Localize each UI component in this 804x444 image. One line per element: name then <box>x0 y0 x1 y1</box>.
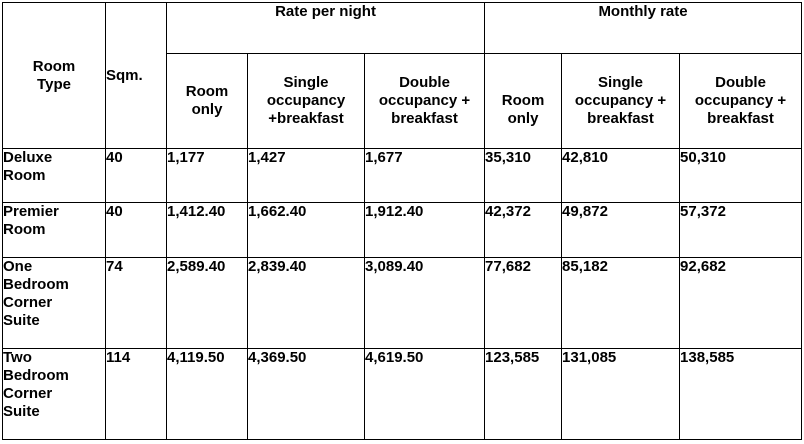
table-header <box>3 3 802 149</box>
header-nightly-room-only: Room only <box>167 54 248 149</box>
nightly-single-cell: 1,427 <box>248 149 365 203</box>
nightly-single-cell: 4,369.50 <box>248 349 365 440</box>
room-type-cell: Deluxe Room <box>3 149 106 203</box>
table-body <box>3 149 802 440</box>
monthly-room-only-cell: 123,585 <box>485 349 562 440</box>
sqm-cell: 40 <box>106 149 167 203</box>
monthly-room-only-cell: 42,372 <box>485 203 562 258</box>
room-type-cell: Two Bedroom Corner Suite <box>3 349 106 440</box>
sqm-cell: 40 <box>106 203 167 258</box>
monthly-single-cell: 42,810 <box>562 149 680 203</box>
room-rates-table <box>2 2 802 440</box>
table-row <box>3 258 802 349</box>
room-type-cell: One Bedroom Corner Suite <box>3 258 106 349</box>
nightly-double-cell: 3,089.40 <box>365 258 485 349</box>
room-type-cell: Premier Room <box>3 203 106 258</box>
header-monthly-double: Double occupancy + breakfast <box>680 54 802 149</box>
monthly-double-cell: 92,682 <box>680 258 802 349</box>
nightly-room-only-cell: 4,119.50 <box>167 349 248 440</box>
table-row <box>3 203 802 258</box>
header-rate-per-night: Rate per night <box>167 3 485 54</box>
monthly-room-only-cell: 35,310 <box>485 149 562 203</box>
nightly-double-cell: 1,677 <box>365 149 485 203</box>
sqm-cell: 114 <box>106 349 167 440</box>
nightly-room-only-cell: 1,412.40 <box>167 203 248 258</box>
nightly-double-cell: 4,619.50 <box>365 349 485 440</box>
monthly-double-cell: 138,585 <box>680 349 802 440</box>
sqm-cell: 74 <box>106 258 167 349</box>
monthly-single-cell: 49,872 <box>562 203 680 258</box>
nightly-single-cell: 2,839.40 <box>248 258 365 349</box>
monthly-double-cell: 50,310 <box>680 149 802 203</box>
monthly-single-cell: 131,085 <box>562 349 680 440</box>
header-sqm: Sqm. <box>106 3 167 149</box>
table-row <box>3 349 802 440</box>
header-monthly-room-only: Room only <box>485 54 562 149</box>
header-nightly-single: Single occupancy +breakfast <box>248 54 365 149</box>
header-monthly-rate: Monthly rate <box>485 3 802 54</box>
monthly-single-cell: 85,182 <box>562 258 680 349</box>
header-nightly-double: Double occupancy + breakfast <box>365 54 485 149</box>
header-monthly-single: Single occupancy + breakfast <box>562 54 680 149</box>
nightly-room-only-cell: 2,589.40 <box>167 258 248 349</box>
monthly-double-cell: 57,372 <box>680 203 802 258</box>
nightly-double-cell: 1,912.40 <box>365 203 485 258</box>
nightly-single-cell: 1,662.40 <box>248 203 365 258</box>
nightly-room-only-cell: 1,177 <box>167 149 248 203</box>
header-room-type: Room Type <box>3 3 106 149</box>
table-row <box>3 149 802 203</box>
monthly-room-only-cell: 77,682 <box>485 258 562 349</box>
